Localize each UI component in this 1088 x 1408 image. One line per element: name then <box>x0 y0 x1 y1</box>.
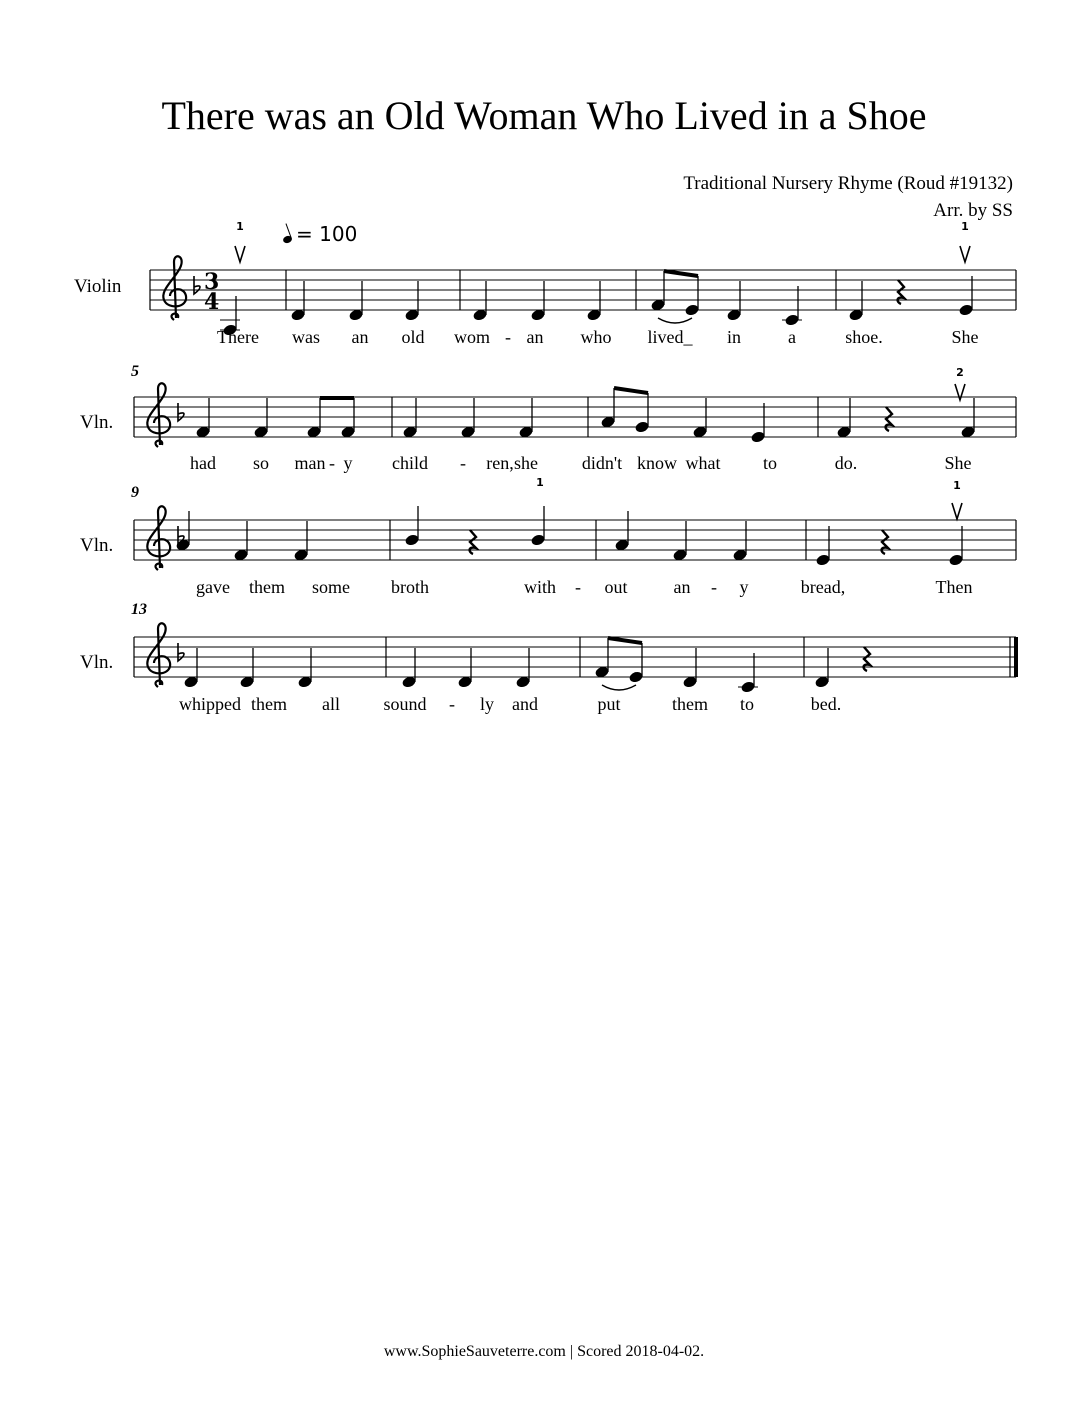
lyric-syllable: Then <box>935 577 973 597</box>
score-title: There was an Old Woman Who Lived in a Shoe <box>161 93 927 138</box>
slur <box>602 685 636 690</box>
lyric-syllable: all <box>322 694 340 714</box>
lyric-syllable: them <box>672 694 708 714</box>
lyric-syllable: broth <box>391 577 429 597</box>
lyric-syllable: what <box>685 453 721 473</box>
lyric-syllable: There <box>217 327 259 347</box>
lyric-syllable: lived_ <box>647 327 693 347</box>
lyric-syllable: shoe. <box>845 327 883 347</box>
lyric-syllable: them <box>249 577 285 597</box>
measure-number-13: 13 <box>131 601 147 618</box>
lyric-syllable: them <box>251 694 287 714</box>
lyric-syllable: didn't <box>581 453 623 473</box>
lyric-syllable: in <box>726 327 742 347</box>
lyric-syllable: she <box>514 453 538 473</box>
lyric-syllable: an <box>526 327 544 347</box>
beam <box>664 271 698 276</box>
up-bow-icon <box>960 246 970 262</box>
instrument-label-system-4: Vln. <box>80 652 114 673</box>
up-bow-icon <box>955 384 965 400</box>
instrument-label-system-2: Vln. <box>80 412 114 433</box>
lyric-syllable: know <box>637 453 677 473</box>
lyric-syllable: She <box>951 327 979 347</box>
lyric-syllable: to <box>762 453 778 473</box>
lyric-syllable: bed. <box>810 694 842 714</box>
lyric-syllable: an <box>673 577 691 597</box>
fingering-number: 1 <box>536 476 544 489</box>
fingering-number: 2 <box>956 366 964 379</box>
fingering-number: 1 <box>236 220 244 233</box>
lyric-syllable: old <box>401 327 425 347</box>
beam <box>614 388 648 393</box>
lyric-syllable: had <box>190 453 216 473</box>
arranger-credit: Arr. by SS <box>933 200 1013 221</box>
lyric-syllable: so <box>252 453 270 473</box>
lyric-syllable: bread, <box>800 577 846 597</box>
lyric-syllable: who <box>580 327 612 347</box>
lyric-syllable: y <box>343 453 353 473</box>
fingering-number: 1 <box>953 479 961 492</box>
fingering-number: 1 <box>961 220 969 233</box>
lyric-syllable: an <box>351 327 369 347</box>
slur <box>658 318 692 323</box>
up-bow-icon <box>235 246 245 262</box>
lyric-syllable: ren, <box>486 453 514 473</box>
tempo-value: = 100 <box>296 222 358 246</box>
lyric-syllable: sound <box>383 694 427 714</box>
page-footer: www.SophieSauveterre.com | Scored 2018-04-02. <box>383 1343 705 1360</box>
beam <box>608 638 642 643</box>
lyric-syllable: to <box>739 694 755 714</box>
lyric-syllable: - <box>460 453 466 473</box>
lyric-syllable: y <box>739 577 749 597</box>
lyric-syllable: - <box>329 453 335 473</box>
lyric-syllable: was <box>292 327 320 347</box>
lyric-syllable: She <box>944 453 972 473</box>
lyric-syllable: wom <box>454 327 490 347</box>
lyric-syllable: child <box>392 453 428 473</box>
lyric-syllable: some <box>312 577 350 597</box>
flat-key-signature <box>194 276 200 294</box>
instrument-label-violin: Violin <box>74 276 122 297</box>
lyric-syllable: and <box>512 694 538 714</box>
final-barline <box>1014 637 1018 677</box>
lyric-syllable: gave <box>196 577 230 597</box>
lyric-syllable: a <box>788 327 796 347</box>
measure-number-9: 9 <box>131 484 139 501</box>
measure-number-5: 5 <box>131 363 139 380</box>
lyric-syllable: put <box>597 694 621 714</box>
time-signature-bottom: 4 <box>204 289 220 315</box>
instrument-label-system-3: Vln. <box>80 535 114 556</box>
lyric-syllable: - <box>505 327 511 347</box>
flat-key-signature <box>178 643 184 661</box>
composer-credit: Traditional Nursery Rhyme (Roud #19132) <box>683 173 1013 194</box>
lyric-syllable: - <box>449 694 455 714</box>
time-signature-top: 3 <box>204 269 220 295</box>
lyric-syllable: with <box>523 577 557 597</box>
lyric-syllable: ly <box>479 694 495 714</box>
lyric-syllable: whipped <box>179 694 241 714</box>
lyric-syllable: out <box>604 577 628 597</box>
lyric-syllable: - <box>711 577 717 597</box>
lyric-syllable: man <box>294 453 326 473</box>
lyric-syllable: do. <box>834 453 858 473</box>
flat-key-signature <box>178 403 184 421</box>
lyric-syllable: - <box>575 577 581 597</box>
up-bow-icon <box>952 503 962 519</box>
